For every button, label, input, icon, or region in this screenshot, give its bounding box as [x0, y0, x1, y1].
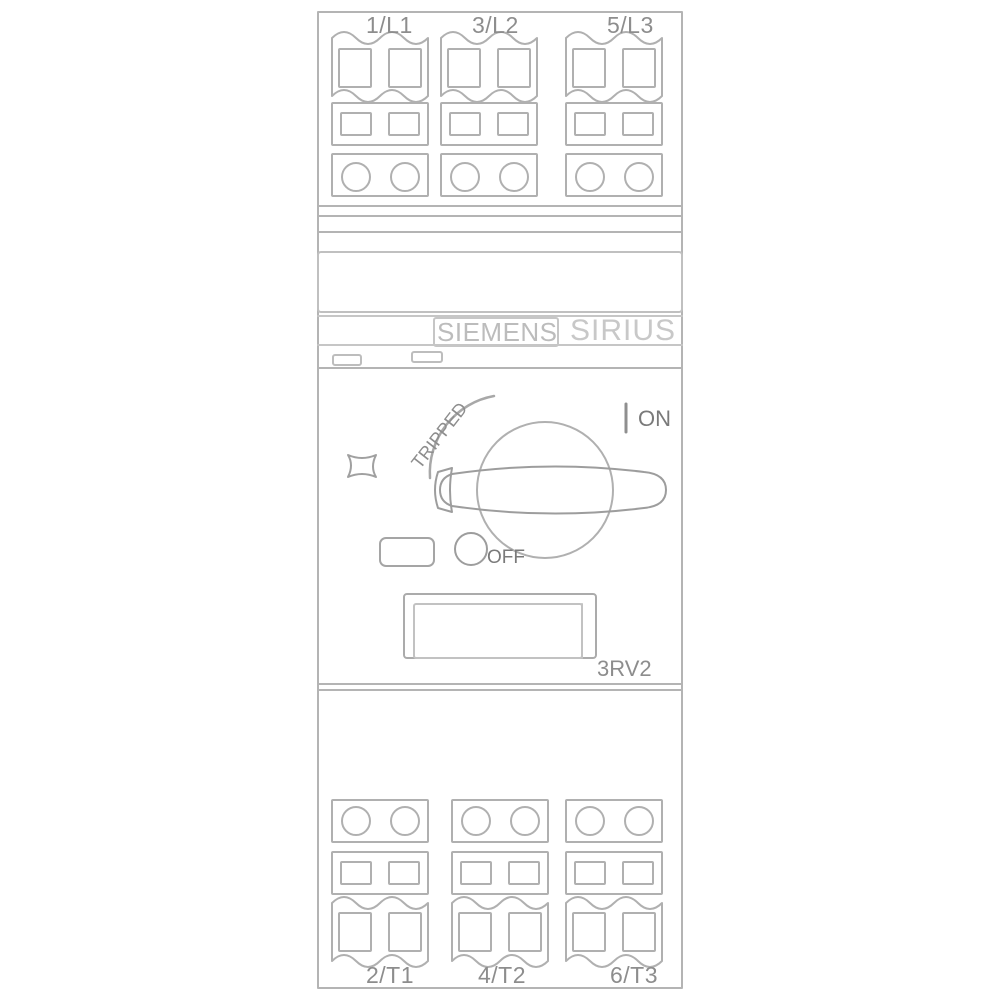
vent-slots [333, 352, 442, 365]
brand-sirius-logo: SIRIUS [570, 314, 677, 347]
current-setting-dial [404, 594, 596, 658]
terminal-label-1l1: 1/L1 [366, 12, 413, 38]
tripped-position-label: TRIPPED [407, 398, 472, 473]
top-terminal-block [332, 32, 662, 196]
terminal-label-4t2: 4/T2 [478, 962, 527, 988]
terminal-label-5l3: 5/L3 [607, 12, 654, 38]
model-number-label: 3RV2 [597, 656, 652, 681]
bottom-terminal-block [332, 800, 662, 967]
brand-siemens-logo: SIEMENS [437, 317, 558, 347]
terminal-label-3l2: 3/L2 [472, 12, 519, 38]
terminal-label-6t3: 6/T3 [610, 962, 659, 988]
terminal-label-2t1: 2/T1 [366, 962, 415, 988]
adjustment-symbol-icon [348, 455, 376, 477]
off-position-label: OFF [487, 547, 525, 568]
top-separator-bars [318, 206, 682, 232]
on-position-label: ON [638, 406, 671, 431]
off-position-circle [455, 533, 487, 565]
upper-recess-panel [318, 252, 682, 312]
rotary-selector-knob [435, 422, 666, 558]
reset-slot [380, 538, 434, 566]
